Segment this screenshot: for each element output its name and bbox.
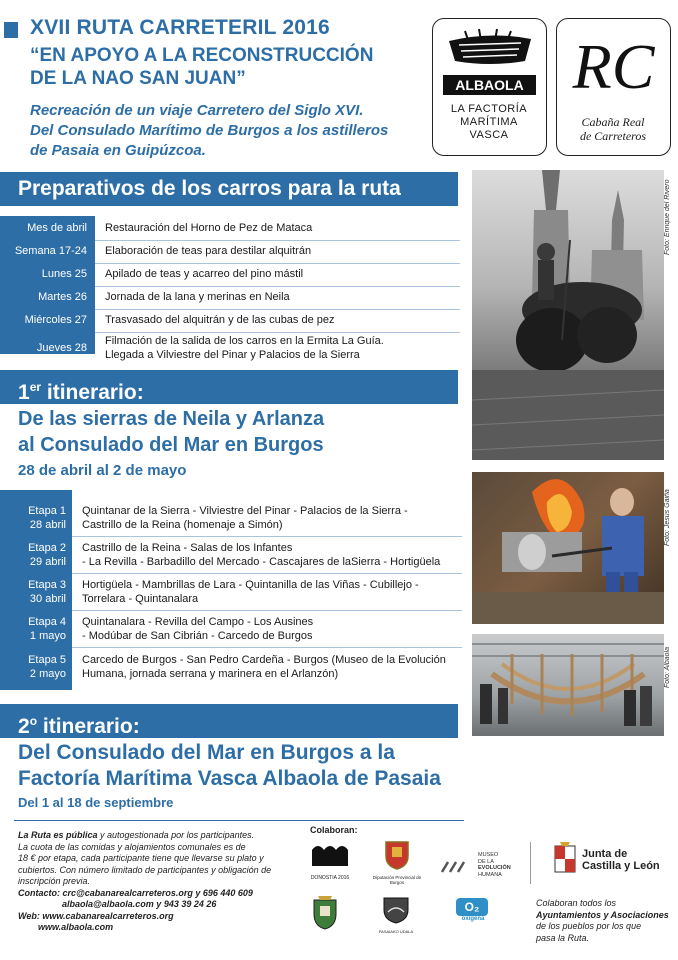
etapa-divider <box>72 610 462 611</box>
row-text: Jornada de la lana y merinas en Neila <box>105 291 290 303</box>
itinerario-1-title-line1: De las sierras de Neila y Arlanza <box>18 408 325 430</box>
footer-divider <box>14 820 464 821</box>
table-row <box>0 287 460 307</box>
museo-label-line4: HUMANA <box>478 871 502 878</box>
etapa-number: Etapa 2 <box>28 542 66 554</box>
collaborators-note <box>536 898 671 944</box>
itinerario-1-number: 1 <box>18 381 30 404</box>
footer-line1 <box>18 830 293 842</box>
albaola-line1: LA FACTORÍA <box>450 103 528 115</box>
collaborators-title: Colaboran: <box>310 825 358 835</box>
museo-label <box>478 852 511 878</box>
row-day: Martes 26 <box>38 291 87 303</box>
oxigena-logo <box>456 898 490 930</box>
itinerario-2-title-line1: Del Consulado del Mar en Burgos a la <box>18 741 395 764</box>
shipyard-photo <box>472 634 664 736</box>
table-row <box>0 264 460 284</box>
row-text: Restauración del Horno de Pez de Mataca <box>105 222 313 234</box>
castilla-leon-shield-icon <box>554 842 576 874</box>
collab-note-line4: pasa la Ruta. <box>536 932 590 943</box>
footer-line1-rest: y autogestionada por los participantes. <box>97 830 255 840</box>
etapa-route <box>82 653 462 681</box>
etapa-label <box>0 615 66 643</box>
row-text: Trasvasado del alquitrán y de las cubas de pez <box>105 314 335 326</box>
etapa-route <box>82 541 462 569</box>
diputacion-label: Diputación Provincial de Burgos <box>372 875 422 885</box>
itinerario-2-title-line2: Factoría Marítima Vasca Albaola de Pasaia <box>18 767 441 790</box>
itinerario-1-dates: 28 de abril al 2 de mayo <box>18 462 187 479</box>
table-row <box>0 310 460 330</box>
albaola-name: ALBAOLA <box>455 77 524 93</box>
ship-hull-frame-icon <box>472 634 664 736</box>
row-day: Semana 17-24 <box>14 245 87 257</box>
museo-label-line1: MUSEO <box>478 852 499 858</box>
etapa-number: Etapa 1 <box>28 505 66 517</box>
etapa-date: 1 mayo <box>29 630 66 642</box>
etapa-date: 30 abril <box>29 593 66 605</box>
itinerario-1-ordinal: er <box>29 380 42 394</box>
contact-value-1[interactable]: crc@cabanarealcarreteros.org y 696 440 609 <box>60 887 253 898</box>
collab-note-line2: Ayuntamientos y Asociaciones <box>536 909 669 920</box>
etapa-divider <box>72 536 462 537</box>
etapa-divider <box>72 647 462 648</box>
photo-credit-3: Foto: Albaola <box>664 647 671 688</box>
etapa-route-line2: - La Revilla - Barbadillo del Mercado - Cascajares de laSierra - Hortigüela <box>82 556 441 568</box>
etapa-route-line2: Humana, jornada serrana y marinera en el Arlanzón) <box>82 668 339 680</box>
tar-kiln-photo <box>472 472 664 624</box>
junta-label-line1: Junta de <box>582 848 628 860</box>
row-text-line1: Filmación de la salida de los carros en la Ermita La Guía. <box>105 335 384 347</box>
web-line1 <box>18 911 293 923</box>
rc-monogram: RC <box>572 31 655 102</box>
row-text-line2: Llegada a Vilviestre del Pinar y Palacios de la Sierra <box>105 349 360 361</box>
section-bar-preparativos: Preparativos de los carros para la ruta <box>0 172 458 206</box>
logo-divider <box>530 842 531 884</box>
contact-line1 <box>18 888 293 900</box>
etapa-label <box>0 578 66 606</box>
subtitle <box>30 101 430 161</box>
etapa-route-line1: Castrillo de la Reina - Salas de los Infantes <box>82 542 293 554</box>
etapa-number: Etapa 5 <box>28 654 66 666</box>
subtitle-line1: Recreación de un viaje Carretero del Siglo XVI. <box>30 102 364 119</box>
itinerario-2-number: 2 <box>18 715 30 738</box>
table-row <box>0 333 460 363</box>
header-square-marker <box>4 22 18 38</box>
subtitle-line3: de Pasaia en Guipúzcoa. <box>30 142 206 159</box>
municipal-shield-logo <box>310 894 340 932</box>
rc-line2: de Carreteros <box>579 129 647 143</box>
junta-label <box>582 848 660 872</box>
section-bar-itinerario-2 <box>0 704 458 738</box>
headline-line1: “EN APOYO A LA RECONSTRUCCIÓN <box>30 45 374 66</box>
museo-label-line3: EVOLUCIÓN <box>478 865 511 871</box>
row-text: Apilado de teas y acarreo del pino mástil <box>105 268 304 280</box>
ship-icon <box>445 27 535 73</box>
etapa-date: 29 abril <box>29 556 66 568</box>
junta-label-line2: Castilla y León <box>582 860 660 872</box>
donostia-label: DONOSTIA 2016 <box>310 875 350 881</box>
oxigena-o2-badge: O₂ <box>456 898 488 916</box>
itinerario-1-title <box>18 406 324 458</box>
itinerario-2-dates: Del 1 al 18 de septiembre <box>18 795 174 810</box>
itinerario-1-label: itinerario: <box>41 381 144 404</box>
table-row <box>0 218 460 238</box>
section-bar-itinerario-1 <box>0 370 458 404</box>
row-text <box>95 333 384 363</box>
headline-line2: DE LA NAO SAN JUAN” <box>30 68 246 89</box>
etapa-label <box>0 653 66 681</box>
etapa-route-line1: Quintanar de la Sierra - Vilviestre del Pinar - Palacios de la Sierra - <box>82 505 408 517</box>
footer-line3: 18 € por etapa, cada participante tiene que llevarse su plato y <box>18 853 264 863</box>
pasaia-logo <box>374 894 418 934</box>
itinerario-2-label: itinerario: <box>37 715 140 738</box>
footer-line2: La cuota de las comidas y alojamientos comunales es de <box>18 841 246 852</box>
page-title: XVII RUTA CARRETERIL 2016 <box>30 16 330 39</box>
etapa-number: Etapa 3 <box>28 579 66 591</box>
cabana-real-logo <box>556 18 671 156</box>
photo-credit-1: Foto: Enrique del Rivero <box>664 179 671 255</box>
itinerario-2-ordinal: o <box>29 714 38 728</box>
collab-note-line1: Colaboran todos los <box>536 898 617 908</box>
etapa-date: 28 abril <box>29 519 66 531</box>
web-label: Web: <box>18 910 40 921</box>
row-day: Jueves 28 <box>36 342 87 354</box>
etapa-route-line2: - Modúbar de San Cibrián - Carcedo de Burgos <box>82 630 313 642</box>
etapa-number: Etapa 4 <box>28 616 66 628</box>
etapa-route <box>82 578 462 606</box>
etapa-date: 2 mayo <box>29 668 66 680</box>
museo-evolucion-icon <box>440 858 472 874</box>
etapa-label <box>0 541 66 569</box>
itinerario-1-title-line2: al Consulado del Mar en Burgos <box>18 434 324 456</box>
etapa-route-line1: Carcedo de Burgos - San Pedro Cardeña - Burgos (Museo de la Evolución <box>82 654 446 666</box>
albaola-line3: VASCA <box>469 129 509 141</box>
museo-evolucion-logo <box>440 852 520 880</box>
albaola-tagline <box>433 103 545 142</box>
etapa-route <box>82 504 462 532</box>
etapa-route-line2: Torrelara - Quintanalara <box>82 593 199 605</box>
collab-note-line3: de los pueblos por los que <box>536 921 642 931</box>
table-row <box>0 241 460 261</box>
footer-line4: cubiertos. Con número limitado de participantes y obligación de <box>18 864 272 875</box>
web-link-2[interactable]: www.albaola.com <box>38 922 114 932</box>
albaola-line2: MARÍTIMA <box>460 116 518 128</box>
etapa-route-line1: Quintanalara - Revilla del Campo - Los Ausines <box>82 616 314 628</box>
rc-line1: Cabaña Real <box>581 115 645 129</box>
row-day: Lunes 25 <box>41 268 87 280</box>
coat-of-arms-icon <box>384 838 410 870</box>
etapa-route <box>82 615 462 643</box>
fire-kiln-scene-icon <box>472 472 664 624</box>
footer-line5: inscripción previa. <box>18 876 91 886</box>
oxcart-photo <box>472 170 664 460</box>
row-day: Miércoles 27 <box>24 314 87 326</box>
donostia-icon <box>308 840 352 870</box>
oxcart-scene-icon <box>472 170 664 460</box>
footer-info <box>18 830 293 934</box>
etapa-route-line2: Castrillo de la Reina (homenaje a Simón) <box>82 519 283 531</box>
municipal-shield-icon <box>310 894 340 930</box>
etapa-label <box>0 504 66 532</box>
pasaia-label: PASAIAKO UDALA <box>378 929 414 934</box>
oxigena-label: oxigena <box>461 916 485 922</box>
itinerario-2-title <box>18 740 441 792</box>
etapa-divider <box>72 573 462 574</box>
pasaia-shield-icon <box>382 894 410 924</box>
donostia-2016-logo <box>308 840 352 886</box>
row-text: Elaboración de teas para destilar alquitrán <box>105 245 312 257</box>
albaola-name-plate <box>443 75 536 95</box>
etapa-route-line1: Hortigüela - Mambrillas de Lara - Quintanilla de las Viñas - Cubillejo - <box>82 579 419 591</box>
headline <box>30 44 440 90</box>
footer-line1-bold: La Ruta es pública <box>18 830 98 840</box>
subtitle-line2: Del Consulado Marítimo de Burgos a los astilleros <box>30 122 389 139</box>
contact-value-2[interactable]: albaola@albaola.com y 943 39 24 26 <box>62 899 217 909</box>
rc-tagline <box>557 115 669 143</box>
contact-label: Contacto: <box>18 887 60 898</box>
photo-credit-2: Foto: Jesús Gaiña <box>664 489 671 546</box>
web-link-1[interactable]: www.cabanarealcarreteros.org <box>39 910 174 921</box>
albaola-logo <box>432 18 547 156</box>
museo-label-line2: DE LA <box>478 858 494 865</box>
diputacion-burgos-logo <box>372 838 422 888</box>
row-day: Mes de abril <box>27 222 87 234</box>
junta-castilla-leon-logo <box>538 836 673 886</box>
